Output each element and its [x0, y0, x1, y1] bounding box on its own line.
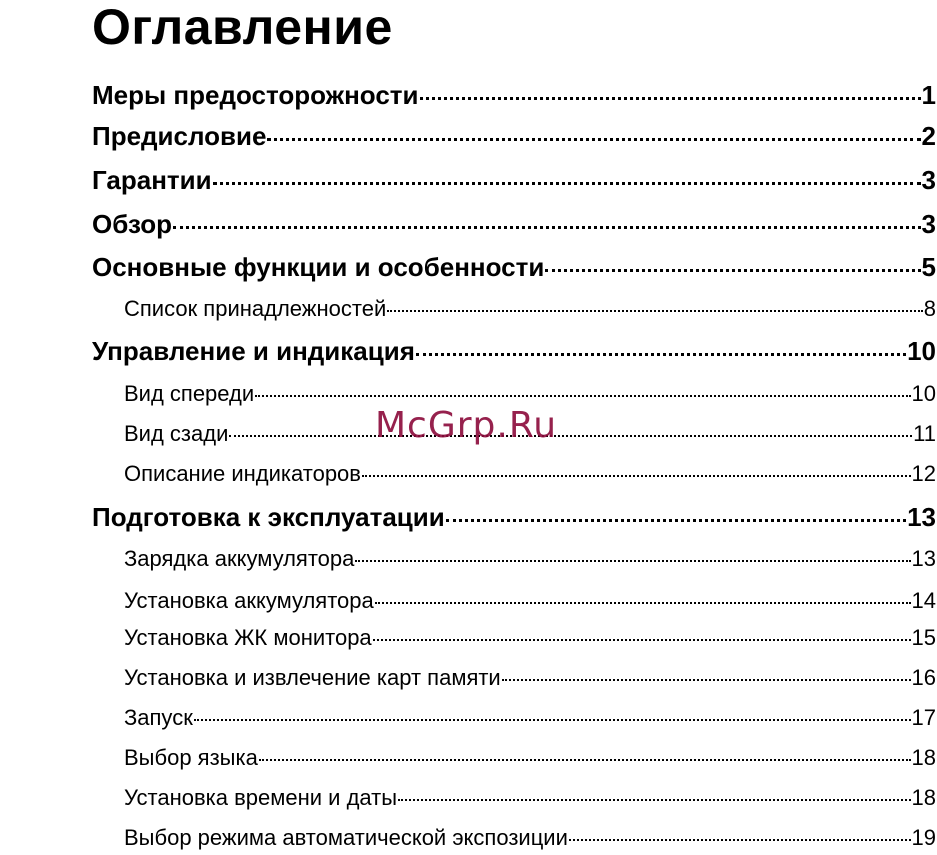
toc-subentry[interactable]	[124, 665, 936, 693]
toc-entry-label: Управление и индикация	[92, 336, 415, 366]
toc-entry-label: Обзор	[92, 209, 172, 239]
dot-leader	[502, 679, 911, 681]
toc-entry[interactable]	[92, 80, 936, 112]
toc-subentry[interactable]	[124, 785, 936, 813]
dot-leader	[362, 475, 911, 477]
toc-subentry-page: 8	[923, 296, 936, 321]
dot-leader	[229, 435, 912, 437]
toc-subentry-page: 14	[911, 588, 936, 613]
toc-subentry-page: 13	[911, 546, 936, 571]
toc-subentry[interactable]	[124, 625, 936, 653]
toc-subentry[interactable]	[124, 296, 936, 324]
dot-leader	[355, 560, 910, 562]
dot-leader	[569, 839, 911, 841]
dot-leader	[446, 519, 906, 522]
dot-leader	[387, 310, 923, 312]
toc-subentry[interactable]	[124, 705, 936, 733]
toc-entry-page: 1	[921, 80, 936, 110]
toc-entry[interactable]	[92, 209, 936, 241]
toc-subentry-label: Выбор режима автоматической экспозиции	[124, 825, 568, 850]
toc-subentry-page: 17	[911, 705, 936, 730]
toc-subentry-page: 15	[911, 625, 936, 650]
toc-subentry[interactable]	[124, 745, 936, 773]
dot-leader	[375, 602, 911, 604]
toc-entry-page: 13	[907, 502, 936, 532]
toc-subentry-page: 12	[911, 461, 936, 486]
toc-entry-label: Меры предосторожности	[92, 80, 419, 110]
dot-leader	[420, 97, 921, 100]
toc-subentry[interactable]	[124, 588, 936, 616]
toc-subentry-label: Список принадлежностей	[124, 296, 387, 321]
toc-entry-page: 5	[921, 252, 936, 282]
toc-subentry-label: Установка аккумулятора	[124, 588, 374, 613]
dot-leader	[267, 138, 920, 141]
dot-leader	[173, 226, 921, 229]
toc-subentry-page: 10	[911, 381, 936, 406]
dot-leader	[545, 269, 920, 272]
toc-entry[interactable]	[92, 252, 936, 284]
toc-subentry-label: Выбор языка	[124, 745, 258, 770]
toc-subentry[interactable]	[124, 825, 936, 853]
toc-subentry-label: Описание индикаторов	[124, 461, 361, 486]
toc-entry-page: 2	[921, 121, 936, 151]
toc-subentry-page: 18	[911, 785, 936, 810]
toc-entry[interactable]	[92, 336, 936, 368]
toc-subentry-page: 19	[911, 825, 936, 850]
dot-leader	[373, 639, 911, 641]
toc-subentry-label: Установка времени и даты	[124, 785, 398, 810]
toc-subentry-page: 11	[913, 421, 936, 446]
toc-entry-page: 10	[907, 336, 936, 366]
dot-leader	[213, 182, 921, 185]
toc-entry-page: 3	[921, 209, 936, 239]
toc-subentry-label: Запуск	[124, 705, 193, 730]
toc-subentry-label: Установка ЖК монитора	[124, 625, 372, 650]
toc-subentry-label: Вид спереди	[124, 381, 255, 406]
dot-leader	[259, 759, 911, 761]
dot-leader	[194, 719, 911, 721]
page-title: Оглавление	[92, 0, 393, 55]
dot-leader	[416, 353, 906, 356]
toc-entry[interactable]	[92, 502, 936, 534]
dot-leader	[398, 799, 910, 801]
toc-subentry-page: 16	[911, 665, 936, 690]
toc-subentry-label: Вид сзади	[124, 421, 229, 446]
toc-entry[interactable]	[92, 121, 936, 153]
toc-subentry[interactable]	[124, 461, 936, 489]
toc-entry-label: Подготовка к эксплуатации	[92, 502, 445, 532]
toc-entry-label: Основные функции и особенности	[92, 252, 545, 282]
toc-entry[interactable]	[92, 165, 936, 197]
dot-leader	[255, 395, 910, 397]
toc-subentry[interactable]	[124, 546, 936, 574]
watermark: McGrp.Ru	[375, 405, 558, 446]
toc-subentry-label: Зарядка аккумулятора	[124, 546, 355, 571]
toc-entry-page: 3	[921, 165, 936, 195]
toc-entry-label: Гарантии	[92, 165, 212, 195]
toc-subentry-label: Установка и извлечение карт памяти	[124, 665, 501, 690]
toc-entry-label: Предисловие	[92, 121, 267, 151]
toc-subentry-page: 18	[911, 745, 936, 770]
